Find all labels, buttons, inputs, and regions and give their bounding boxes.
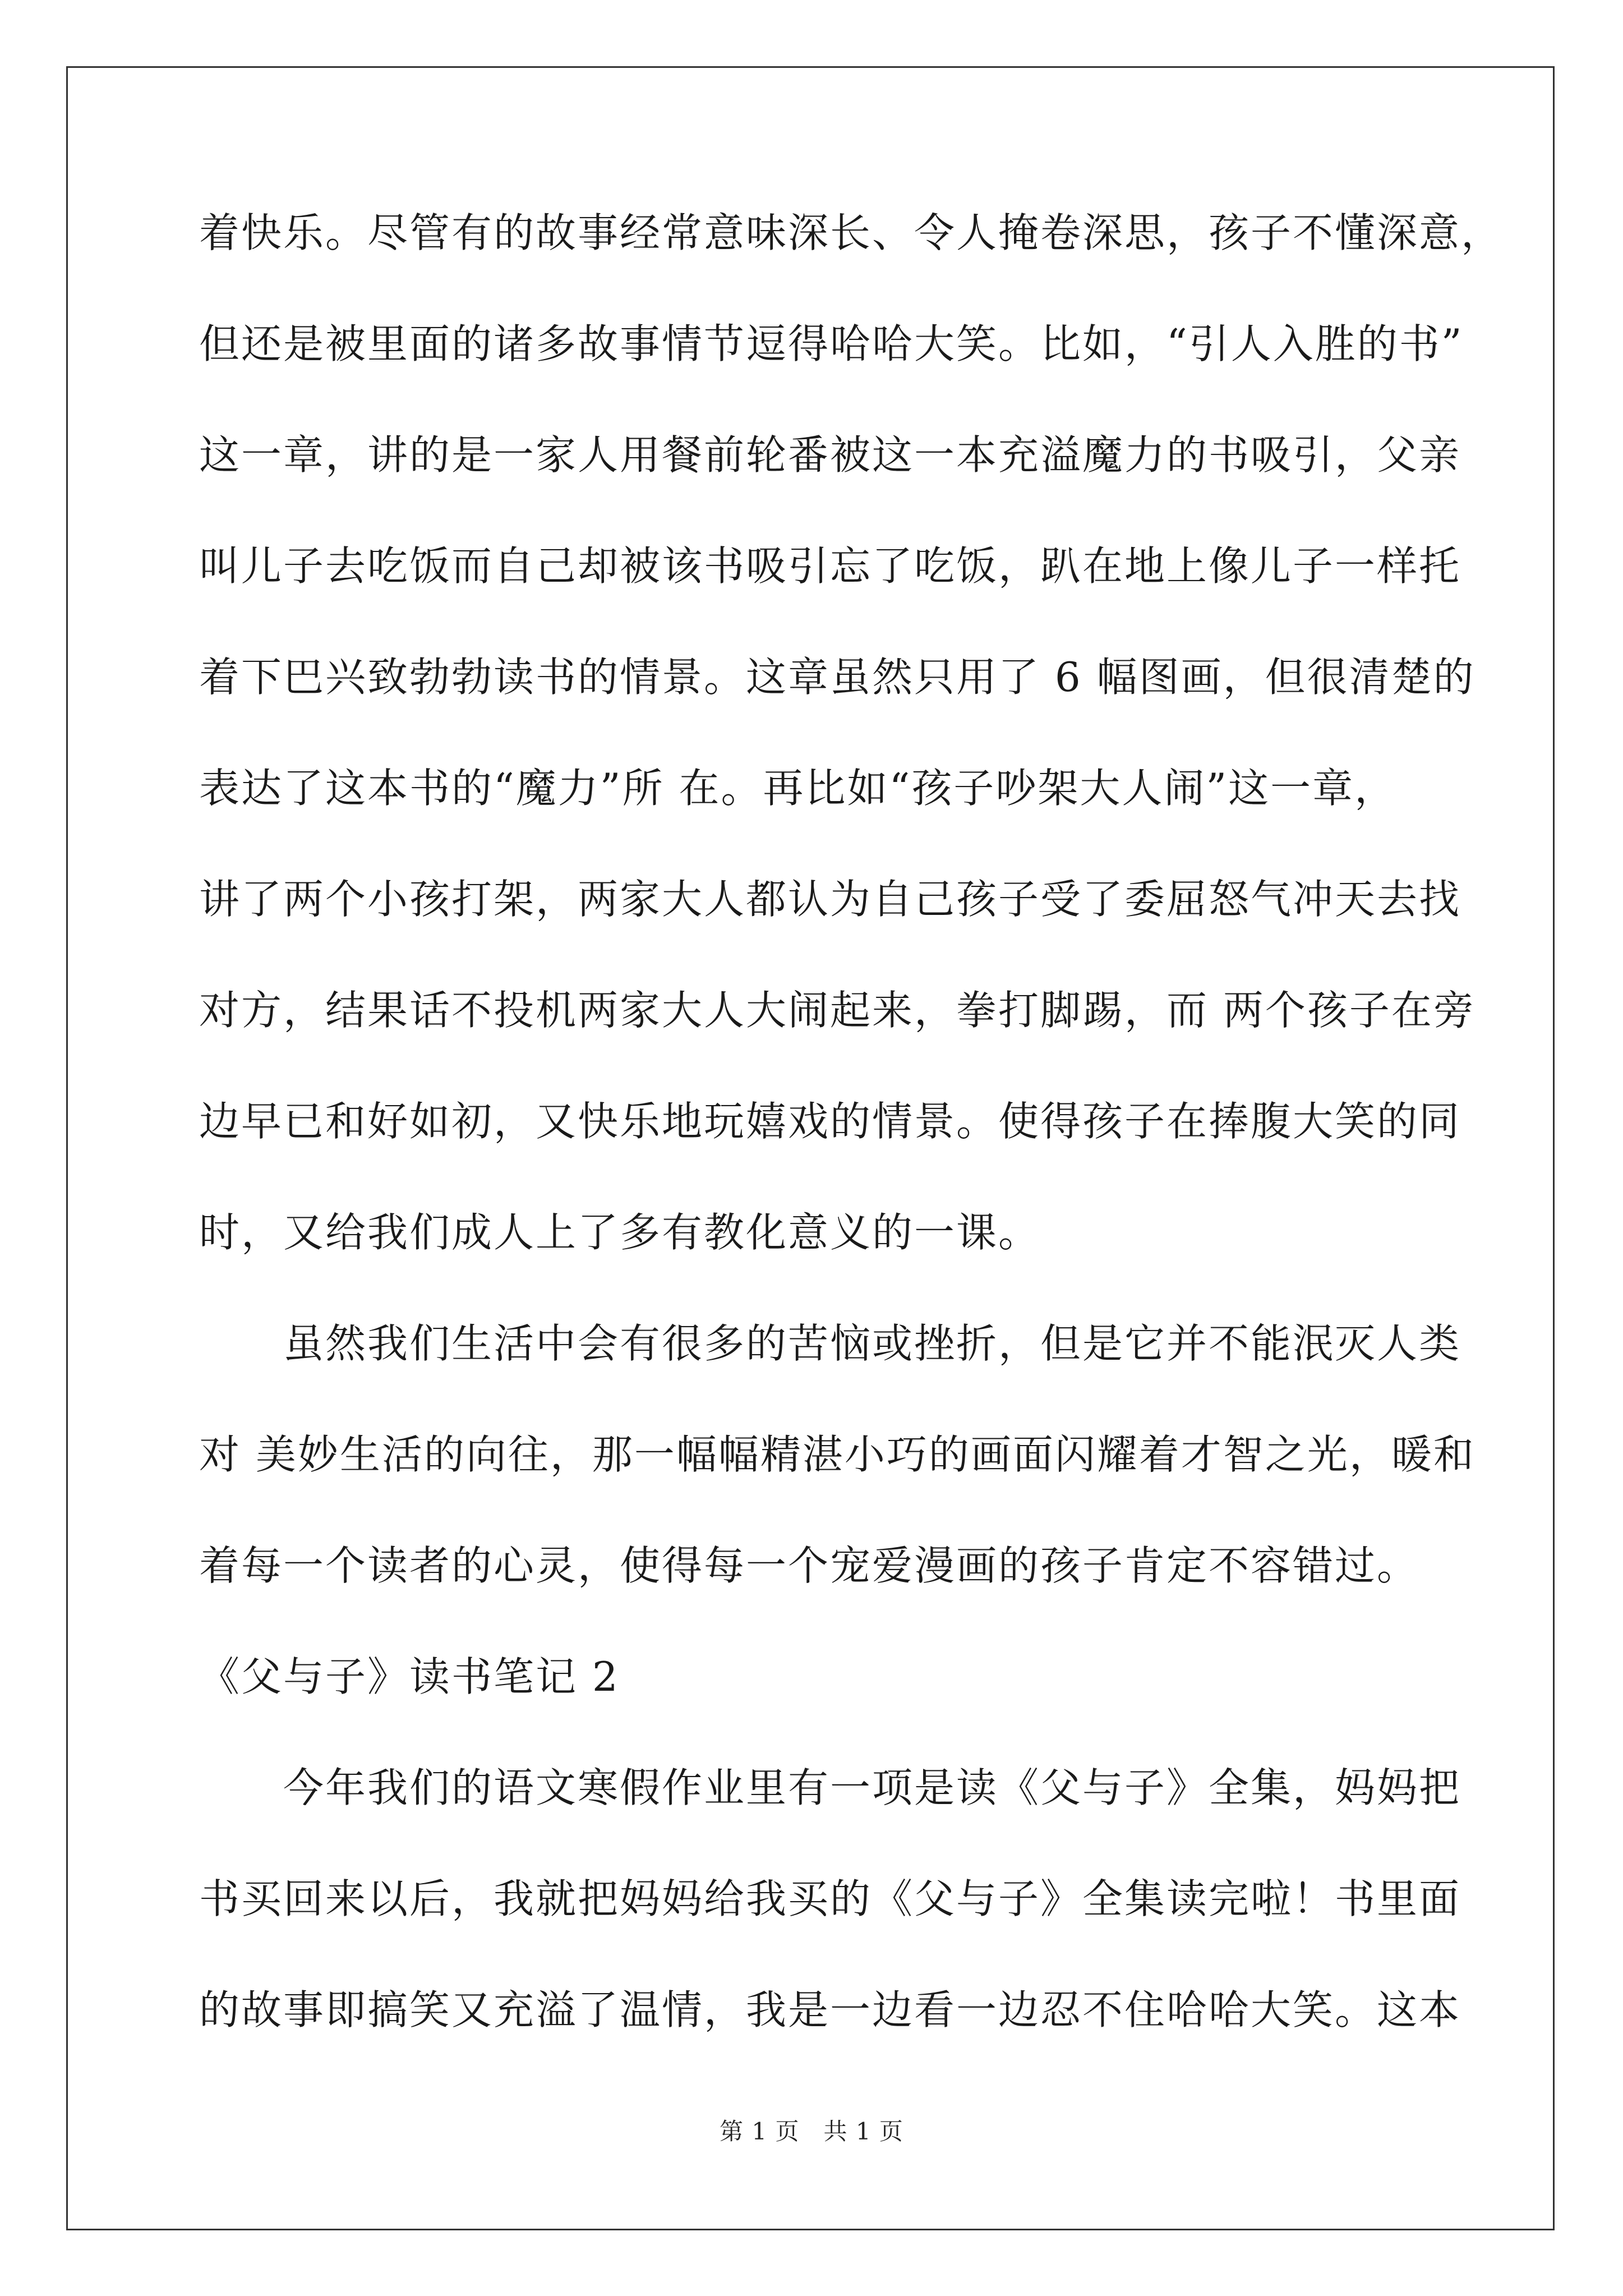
text-line: 讲了两个小孩打架，两家大人都认为自己孩子受了委屈怒气冲天去找: [199, 876, 1461, 923]
page-number-footer: 第 1 页 共 1 页: [720, 2118, 903, 2145]
paragraph-start-line: 今年我们的语文寒假作业里有一项是读《父与子》全集，妈妈把: [199, 1764, 1461, 1811]
text-line: 书买回来以后，我就把妈妈给我买的《父与子》全集读完啦！书里面: [199, 1875, 1461, 1922]
text-line: 对方，结果话不投机两家大人大闹起来，拳打脚踢，而 两个孩子在旁: [199, 987, 1476, 1034]
text-line: 的故事即搞笑又充溢了温情，我是一边看一边忍不住哈哈大笑。这本: [199, 1986, 1461, 2033]
text-line: 着快乐。尽管有的故事经常意味深长、令人掩卷深思，孩子不懂深意，: [199, 209, 1504, 256]
text-line: 时，又给我们成人上了多有教化意义的一课。: [199, 1209, 1041, 1256]
text-line: 着下巴兴致勃勃读书的情景。这章虽然只用了 6 幅图画，但很清楚的: [199, 654, 1476, 701]
text-line: 但还是被里面的诸多故事情节逗得哈哈大笑。比如，“引人入胜的书”: [199, 320, 1464, 367]
text-line: 边早已和好如初，又快乐地玩嬉戏的情景。使得孩子在捧腹大笑的同: [199, 1098, 1461, 1145]
text-line: 着每一个读者的心灵，使得每一个宠爱漫画的孩子肯定不容错过。: [199, 1542, 1419, 1589]
paragraph-start-line: 虽然我们生活中会有很多的苦恼或挫折，但是它并不能泯灭人类: [199, 1320, 1461, 1367]
section-title: 《父与子》读书笔记 2: [199, 1653, 620, 1700]
text-line: 这一章，讲的是一家人用餐前轮番被这一本充溢魔力的书吸引，父亲: [199, 431, 1461, 478]
text-line: 表达了这本书的“魔力”所 在。再比如“孩子吵架大人闹”这一章，: [199, 765, 1397, 812]
text-line: 对 美妙生活的向往，那一幅幅精湛小巧的画面闪耀着才智之光，暖和: [199, 1431, 1476, 1478]
text-line: 叫儿子去吃饭而自己却被该书吸引忘了吃饭，趴在地上像儿子一样托: [199, 542, 1461, 590]
